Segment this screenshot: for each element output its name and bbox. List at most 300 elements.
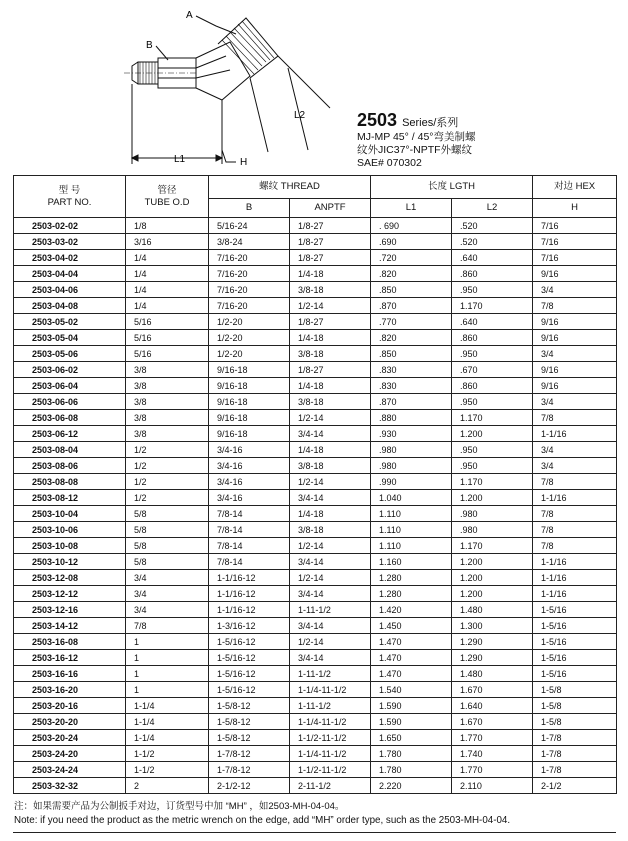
cell-part-no: 2503-10-12 xyxy=(14,554,126,570)
cell-hex-h: 7/16 xyxy=(533,234,617,250)
cell-part-no: 2503-03-02 xyxy=(14,234,126,250)
cell-length-l2: 1.770 xyxy=(452,762,533,778)
cell-hex-h: 9/16 xyxy=(533,266,617,282)
cell-part-no: 2503-08-12 xyxy=(14,490,126,506)
cell-length-l2: .860 xyxy=(452,378,533,394)
cell-thread-anptf: 3/4-14 xyxy=(290,586,371,602)
cell-length-l2: 1.290 xyxy=(452,650,533,666)
cell-part-no: 2503-05-04 xyxy=(14,330,126,346)
cell-part-no: 2503-14-12 xyxy=(14,618,126,634)
cell-length-l1: 1.470 xyxy=(371,634,452,650)
cell-part-no: 2503-10-08 xyxy=(14,538,126,554)
cell-length-l1: .830 xyxy=(371,362,452,378)
cell-length-l2: 1.670 xyxy=(452,714,533,730)
cell-part-no: 2503-06-12 xyxy=(14,426,126,442)
col-l1: L1 xyxy=(371,199,452,218)
cell-thread-anptf: 1/2-14 xyxy=(290,634,371,650)
table-row xyxy=(14,506,617,522)
heading-line-3: SAE# 070302 xyxy=(357,157,422,169)
cell-tube-od: 1/4 xyxy=(126,266,209,282)
table-row xyxy=(14,778,617,794)
cell-tube-od: 1 xyxy=(126,634,209,650)
table-row xyxy=(14,474,617,490)
cell-part-no: 2503-04-04 xyxy=(14,266,126,282)
cell-thread-b: 7/8-14 xyxy=(209,522,290,538)
cell-length-l2: 1.290 xyxy=(452,634,533,650)
cell-length-l1: 1.780 xyxy=(371,762,452,778)
cell-length-l1: 1.650 xyxy=(371,730,452,746)
cell-thread-anptf: 1-11-1/2 xyxy=(290,698,371,714)
cell-thread-anptf: 3/4-14 xyxy=(290,490,371,506)
cell-thread-anptf: 1/8-27 xyxy=(290,250,371,266)
series-suffix: Series/系列 xyxy=(402,117,459,129)
cell-length-l2: 1.740 xyxy=(452,746,533,762)
cell-tube-od: 3/8 xyxy=(126,426,209,442)
cell-tube-od: 1 xyxy=(126,682,209,698)
cell-hex-h: 1-1/16 xyxy=(533,490,617,506)
cell-length-l2: 1.200 xyxy=(452,490,533,506)
cell-part-no: 2503-12-16 xyxy=(14,602,126,618)
cell-tube-od: 1-1/4 xyxy=(126,698,209,714)
cell-thread-anptf: 1-1/2-11-1/2 xyxy=(290,730,371,746)
cell-part-no: 2503-16-08 xyxy=(14,634,126,650)
cell-thread-anptf: 1/2-14 xyxy=(290,570,371,586)
heading-line-1: MJ-MP 45° / 45°弯美制螺 xyxy=(357,131,476,143)
cell-part-no: 2503-05-06 xyxy=(14,346,126,362)
cell-length-l2: 2.110 xyxy=(452,778,533,794)
table-row xyxy=(14,346,617,362)
cell-hex-h: 1-5/8 xyxy=(533,682,617,698)
cell-tube-od: 1-1/2 xyxy=(126,762,209,778)
cell-tube-od: 3/4 xyxy=(126,602,209,618)
notes xyxy=(14,800,614,828)
cell-hex-h: 3/4 xyxy=(533,394,617,410)
table-row xyxy=(14,522,617,538)
cell-part-no: 2503-06-06 xyxy=(14,394,126,410)
cell-thread-anptf: 1-11-1/2 xyxy=(290,666,371,682)
table-row xyxy=(14,714,617,730)
cell-thread-anptf: 1-1/4-11-1/2 xyxy=(290,682,371,698)
cell-thread-anptf: 1/2-14 xyxy=(290,298,371,314)
cell-thread-anptf: 1/4-18 xyxy=(290,266,371,282)
cell-thread-anptf: 1/4-18 xyxy=(290,506,371,522)
cell-part-no: 2503-08-04 xyxy=(14,442,126,458)
cell-length-l1: 1.590 xyxy=(371,714,452,730)
cell-hex-h: 3/4 xyxy=(533,442,617,458)
cell-hex-h: 9/16 xyxy=(533,378,617,394)
note-cn: 注：如果需要产品为公制扳手对边，订货型号中加 “MH” ，如2503-MH-04-04。 xyxy=(14,801,345,812)
cell-thread-b: 7/16-20 xyxy=(209,298,290,314)
cell-part-no: 2503-24-20 xyxy=(14,746,126,762)
cell-thread-b: 1-5/8-12 xyxy=(209,698,290,714)
col-thread: 螺纹 THREAD xyxy=(209,176,371,199)
spec-table xyxy=(13,175,617,794)
col-length: 长度 LGTH xyxy=(371,176,533,199)
cell-hex-h: 1-1/16 xyxy=(533,586,617,602)
cell-part-no: 2503-20-24 xyxy=(14,730,126,746)
table-row xyxy=(14,730,617,746)
cell-length-l1: 1.110 xyxy=(371,506,452,522)
cell-tube-od: 1/2 xyxy=(126,442,209,458)
cell-tube-od: 3/4 xyxy=(126,570,209,586)
label-a: A xyxy=(186,10,193,21)
cell-thread-b: 1-3/16-12 xyxy=(209,618,290,634)
cell-thread-anptf: 3/4-14 xyxy=(290,618,371,634)
col-part-no: 型 号 PART NO. xyxy=(14,176,126,218)
cell-tube-od: 1/2 xyxy=(126,490,209,506)
cell-tube-od: 1/8 xyxy=(126,218,209,234)
table-row xyxy=(14,394,617,410)
cell-thread-b: 3/8-24 xyxy=(209,234,290,250)
cell-thread-anptf: 1/8-27 xyxy=(290,314,371,330)
cell-length-l2: .860 xyxy=(452,330,533,346)
cell-length-l2: 1.480 xyxy=(452,666,533,682)
cell-hex-h: 1-5/16 xyxy=(533,666,617,682)
table-row xyxy=(14,618,617,634)
cell-thread-b: 2-1/2-12 xyxy=(209,778,290,794)
cell-hex-h: 1-5/8 xyxy=(533,698,617,714)
table-row xyxy=(14,266,617,282)
cell-thread-b: 1-5/8-12 xyxy=(209,730,290,746)
cell-thread-b: 3/4-16 xyxy=(209,474,290,490)
cell-hex-h: 1-5/8 xyxy=(533,714,617,730)
cell-thread-anptf: 1/2-14 xyxy=(290,474,371,490)
table-row xyxy=(14,602,617,618)
cell-length-l1: 1.110 xyxy=(371,522,452,538)
cell-hex-h: 1-5/16 xyxy=(533,602,617,618)
label-l2: L2 xyxy=(294,110,306,121)
cell-thread-anptf: 3/4-14 xyxy=(290,554,371,570)
cell-thread-b: 9/16-18 xyxy=(209,362,290,378)
cell-part-no: 2503-16-12 xyxy=(14,650,126,666)
cell-thread-b: 1/2-20 xyxy=(209,346,290,362)
table-row xyxy=(14,410,617,426)
cell-length-l2: 1.170 xyxy=(452,410,533,426)
table-row xyxy=(14,538,617,554)
cell-length-l2: 1.480 xyxy=(452,602,533,618)
cell-hex-h: 1-7/8 xyxy=(533,762,617,778)
cell-hex-h: 1-7/8 xyxy=(533,730,617,746)
cell-length-l1: 1.450 xyxy=(371,618,452,634)
table-row xyxy=(14,250,617,266)
cell-thread-anptf: 3/8-18 xyxy=(290,522,371,538)
cell-thread-b: 7/16-20 xyxy=(209,250,290,266)
col-h: H xyxy=(533,199,617,218)
cell-length-l1: 1.160 xyxy=(371,554,452,570)
cell-thread-b: 1-5/16-12 xyxy=(209,682,290,698)
cell-hex-h: 7/8 xyxy=(533,298,617,314)
cell-hex-h: 9/16 xyxy=(533,330,617,346)
cell-length-l2: 1.670 xyxy=(452,682,533,698)
cell-hex-h: 3/4 xyxy=(533,346,617,362)
cell-hex-h: 7/8 xyxy=(533,410,617,426)
table-row xyxy=(14,762,617,778)
cell-thread-b: 1-5/8-12 xyxy=(209,714,290,730)
cell-tube-od: 5/8 xyxy=(126,522,209,538)
cell-part-no: 2503-32-32 xyxy=(14,778,126,794)
cell-part-no: 2503-12-08 xyxy=(14,570,126,586)
cell-length-l2: 1.640 xyxy=(452,698,533,714)
cell-part-no: 2503-12-12 xyxy=(14,586,126,602)
cell-length-l1: .870 xyxy=(371,298,452,314)
cell-thread-anptf: 3/8-18 xyxy=(290,458,371,474)
cell-thread-b: 7/8-14 xyxy=(209,538,290,554)
cell-part-no: 2503-20-20 xyxy=(14,714,126,730)
cell-hex-h: 1-1/16 xyxy=(533,570,617,586)
cell-tube-od: 5/8 xyxy=(126,554,209,570)
cell-part-no: 2503-08-06 xyxy=(14,458,126,474)
cell-thread-anptf: 1-1/4-11-1/2 xyxy=(290,746,371,762)
cell-part-no: 2503-06-04 xyxy=(14,378,126,394)
cell-tube-od: 1/4 xyxy=(126,282,209,298)
fitting-drawing xyxy=(118,4,348,172)
cell-length-l1: 1.590 xyxy=(371,698,452,714)
table-row xyxy=(14,426,617,442)
cell-length-l2: .980 xyxy=(452,522,533,538)
cell-length-l2: .980 xyxy=(452,506,533,522)
cell-thread-anptf: 1/4-18 xyxy=(290,378,371,394)
cell-tube-od: 3/4 xyxy=(126,586,209,602)
cell-thread-b: 1-5/16-12 xyxy=(209,666,290,682)
cell-part-no: 2503-06-08 xyxy=(14,410,126,426)
cell-part-no: 2503-20-16 xyxy=(14,698,126,714)
cell-part-no: 2503-16-16 xyxy=(14,666,126,682)
cell-length-l1: 2.220 xyxy=(371,778,452,794)
cell-thread-b: 9/16-18 xyxy=(209,410,290,426)
cell-part-no: 2503-05-02 xyxy=(14,314,126,330)
cell-tube-od: 3/16 xyxy=(126,234,209,250)
cell-thread-anptf: 1/2-14 xyxy=(290,410,371,426)
cell-length-l1: .990 xyxy=(371,474,452,490)
table-row xyxy=(14,682,617,698)
cell-hex-h: 1-7/8 xyxy=(533,746,617,762)
cell-length-l1: .850 xyxy=(371,282,452,298)
cell-length-l2: .860 xyxy=(452,266,533,282)
cell-thread-b: 7/8-14 xyxy=(209,554,290,570)
cell-thread-anptf: 1/8-27 xyxy=(290,218,371,234)
cell-hex-h: 1-1/16 xyxy=(533,554,617,570)
cell-tube-od: 3/8 xyxy=(126,362,209,378)
col-hex: 对边 HEX xyxy=(533,176,617,199)
table-row xyxy=(14,234,617,250)
cell-thread-anptf: 1-11-1/2 xyxy=(290,602,371,618)
cell-length-l2: .670 xyxy=(452,362,533,378)
cell-thread-anptf: 3/4-14 xyxy=(290,426,371,442)
cell-thread-b: 1-1/16-12 xyxy=(209,602,290,618)
cell-length-l2: 1.170 xyxy=(452,538,533,554)
cell-length-l2: 1.170 xyxy=(452,474,533,490)
cell-tube-od: 3/8 xyxy=(126,378,209,394)
cell-length-l1: . 690 xyxy=(371,218,452,234)
cell-length-l2: 1.170 xyxy=(452,298,533,314)
cell-part-no: 2503-04-02 xyxy=(14,250,126,266)
cell-part-no: 2503-24-24 xyxy=(14,762,126,778)
table-row xyxy=(14,698,617,714)
cell-length-l1: 1.780 xyxy=(371,746,452,762)
cell-thread-b: 9/16-18 xyxy=(209,394,290,410)
cell-tube-od: 3/8 xyxy=(126,394,209,410)
table-row xyxy=(14,586,617,602)
cell-length-l1: .820 xyxy=(371,330,452,346)
cell-hex-h: 2-1/2 xyxy=(533,778,617,794)
cell-thread-b: 7/16-20 xyxy=(209,266,290,282)
cell-tube-od: 5/16 xyxy=(126,314,209,330)
heading-line-2: 纹外JIC37°-NPTF外螺纹 xyxy=(357,144,473,156)
cell-length-l2: .950 xyxy=(452,346,533,362)
table-row xyxy=(14,554,617,570)
table-row xyxy=(14,314,617,330)
cell-thread-anptf: 2-11-1/2 xyxy=(290,778,371,794)
cell-part-no: 2503-10-06 xyxy=(14,522,126,538)
cell-thread-b: 3/4-16 xyxy=(209,458,290,474)
col-l2: L2 xyxy=(452,199,533,218)
cell-tube-od: 1 xyxy=(126,666,209,682)
cell-length-l1: 1.420 xyxy=(371,602,452,618)
cell-hex-h: 9/16 xyxy=(533,314,617,330)
cell-thread-anptf: 1/4-18 xyxy=(290,330,371,346)
cell-thread-b: 1-7/8-12 xyxy=(209,762,290,778)
cell-length-l1: .930 xyxy=(371,426,452,442)
table-row xyxy=(14,330,617,346)
product-heading xyxy=(357,110,617,170)
cell-thread-b: 9/16-18 xyxy=(209,426,290,442)
table-row xyxy=(14,666,617,682)
table-row xyxy=(14,490,617,506)
cell-tube-od: 1/2 xyxy=(126,474,209,490)
notes-divider xyxy=(13,832,616,833)
cell-length-l1: 1.470 xyxy=(371,650,452,666)
table-row xyxy=(14,570,617,586)
cell-tube-od: 5/8 xyxy=(126,538,209,554)
cell-hex-h: 7/8 xyxy=(533,538,617,554)
col-anptf: ANPTF xyxy=(290,199,371,218)
note-en: Note: if you need the product as the metric wrench on the edge, add “MH” order type, such as the 2503-MH-04-04. xyxy=(14,815,511,826)
cell-length-l2: .950 xyxy=(452,458,533,474)
cell-length-l1: .980 xyxy=(371,442,452,458)
cell-hex-h: 1-5/16 xyxy=(533,618,617,634)
cell-hex-h: 1-1/16 xyxy=(533,426,617,442)
cell-length-l1: 1.280 xyxy=(371,570,452,586)
table-row xyxy=(14,362,617,378)
cell-length-l1: .770 xyxy=(371,314,452,330)
cell-tube-od: 1-1/2 xyxy=(126,746,209,762)
cell-part-no: 2503-16-20 xyxy=(14,682,126,698)
cell-length-l1: 1.040 xyxy=(371,490,452,506)
cell-tube-od: 2 xyxy=(126,778,209,794)
label-b: B xyxy=(146,40,153,51)
cell-length-l1: 1.280 xyxy=(371,586,452,602)
cell-length-l1: .690 xyxy=(371,234,452,250)
cell-hex-h: 7/8 xyxy=(533,522,617,538)
cell-hex-h: 3/4 xyxy=(533,458,617,474)
cell-thread-anptf: 3/8-18 xyxy=(290,282,371,298)
cell-thread-anptf: 1-1/2-11-1/2 xyxy=(290,762,371,778)
series-code: 2503 xyxy=(357,110,398,130)
cell-length-l2: .520 xyxy=(452,218,533,234)
cell-hex-h: 3/4 xyxy=(533,282,617,298)
cell-tube-od: 5/8 xyxy=(126,506,209,522)
cell-tube-od: 1-1/4 xyxy=(126,730,209,746)
cell-part-no: 2503-04-08 xyxy=(14,298,126,314)
cell-length-l1: 1.110 xyxy=(371,538,452,554)
cell-part-no: 2503-02-02 xyxy=(14,218,126,234)
cell-hex-h: 7/16 xyxy=(533,218,617,234)
cell-thread-anptf: 1-1/4-11-1/2 xyxy=(290,714,371,730)
label-h: H xyxy=(240,157,248,168)
cell-length-l1: .830 xyxy=(371,378,452,394)
cell-thread-b: 1/2-20 xyxy=(209,330,290,346)
cell-length-l1: .820 xyxy=(371,266,452,282)
cell-tube-od: 1/4 xyxy=(126,298,209,314)
cell-length-l1: .870 xyxy=(371,394,452,410)
cell-length-l2: .640 xyxy=(452,314,533,330)
cell-length-l2: .950 xyxy=(452,442,533,458)
cell-tube-od: 5/16 xyxy=(126,330,209,346)
col-b: B xyxy=(209,199,290,218)
table-row xyxy=(14,746,617,762)
cell-thread-anptf: 1/8-27 xyxy=(290,362,371,378)
cell-thread-anptf: 1/4-18 xyxy=(290,442,371,458)
cell-hex-h: 1-5/16 xyxy=(533,634,617,650)
cell-hex-h: 7/8 xyxy=(533,474,617,490)
cell-thread-anptf: 1/8-27 xyxy=(290,234,371,250)
cell-thread-b: 1-1/16-12 xyxy=(209,586,290,602)
cell-thread-anptf: 3/4-14 xyxy=(290,650,371,666)
cell-length-l2: 1.200 xyxy=(452,570,533,586)
cell-tube-od: 1/4 xyxy=(126,250,209,266)
cell-length-l1: 1.540 xyxy=(371,682,452,698)
table-row xyxy=(14,378,617,394)
label-l1: L1 xyxy=(174,154,186,165)
cell-hex-h: 7/16 xyxy=(533,250,617,266)
cell-hex-h: 9/16 xyxy=(533,362,617,378)
cell-tube-od: 5/16 xyxy=(126,346,209,362)
cell-thread-b: 7/16-20 xyxy=(209,282,290,298)
cell-tube-od: 7/8 xyxy=(126,618,209,634)
cell-length-l2: 1.200 xyxy=(452,426,533,442)
cell-thread-b: 1-5/16-12 xyxy=(209,634,290,650)
table-row xyxy=(14,458,617,474)
cell-part-no: 2503-04-06 xyxy=(14,282,126,298)
cell-thread-b: 1/2-20 xyxy=(209,314,290,330)
cell-thread-anptf: 3/8-18 xyxy=(290,346,371,362)
cell-hex-h: 1-5/16 xyxy=(533,650,617,666)
table-row xyxy=(14,218,617,234)
cell-length-l1: .850 xyxy=(371,346,452,362)
table-row xyxy=(14,282,617,298)
cell-tube-od: 1-1/4 xyxy=(126,714,209,730)
cell-thread-anptf: 3/8-18 xyxy=(290,394,371,410)
cell-tube-od: 3/8 xyxy=(126,410,209,426)
cell-length-l1: .980 xyxy=(371,458,452,474)
cell-tube-od: 1/2 xyxy=(126,458,209,474)
cell-hex-h: 7/8 xyxy=(533,506,617,522)
table-row xyxy=(14,298,617,314)
cell-thread-anptf: 1/2-14 xyxy=(290,538,371,554)
cell-length-l2: 1.200 xyxy=(452,554,533,570)
cell-thread-b: 7/8-14 xyxy=(209,506,290,522)
cell-length-l1: .880 xyxy=(371,410,452,426)
cell-length-l2: .950 xyxy=(452,282,533,298)
cell-tube-od: 1 xyxy=(126,650,209,666)
series-title xyxy=(357,110,617,131)
table-row xyxy=(14,650,617,666)
cell-length-l1: .720 xyxy=(371,250,452,266)
cell-thread-b: 3/4-16 xyxy=(209,490,290,506)
col-tube-od: 管径 TUBE O.D xyxy=(126,176,209,218)
table-row xyxy=(14,634,617,650)
cell-part-no: 2503-06-02 xyxy=(14,362,126,378)
